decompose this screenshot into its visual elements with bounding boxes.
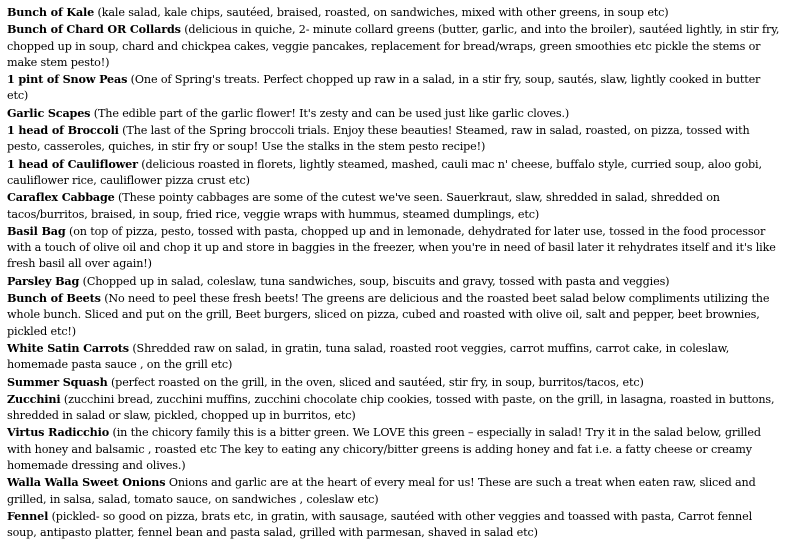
item-name: Walla Walla Sweet Onions <box>7 475 166 490</box>
item-name: Caraflex Cabbage <box>7 190 115 205</box>
item-name: Bunch of Beets <box>7 291 101 306</box>
list-item <box>7 189 783 223</box>
item-description: Onions and garlic are at the heart of every meal for us! These are such a treat when eaten raw, sliced and grilled, in salsa, salad, tomato sauce, on sandwiches , coleslaw etc) <box>7 476 756 506</box>
list-item <box>7 290 783 340</box>
item-name: Bunch of Chard OR Collards <box>7 22 181 37</box>
list-item <box>7 71 783 105</box>
item-name: 1 head of Broccoli <box>7 123 119 138</box>
item-description: (on top of pizza, pesto, tossed with pasta, chopped up and in lemonade, dehydrated for later use, tossed in the food processor with a touch of olive oil and chop it up and store in baggies in the freezer, when you're in need of basil later it rehydrates itself and it's like fresh basil all over again!) <box>7 224 776 271</box>
item-name: White Satin Carrots <box>7 340 129 355</box>
list-item <box>7 474 783 508</box>
item-name: Summer Squash <box>7 374 108 389</box>
list-item <box>7 374 783 391</box>
list-item <box>7 21 783 71</box>
list-item <box>7 223 783 273</box>
item-name: Virtus Radicchio <box>7 425 110 440</box>
item-name: Fennel <box>7 508 49 523</box>
item-description: (These pointy cabbages are some of the cutest we've seen. Sauerkraut, slaw, shredded in salad, shredded on tacos/burritos, braised, in soup, fried rice, veggie wraps with hummus, steamed dumplings, etc) <box>7 191 720 221</box>
list-item <box>7 508 783 542</box>
item-name: Basil Bag <box>7 223 66 238</box>
item-description: (The last of the Spring broccoli trials. Enjoy these beauties! Steamed, raw in salad, roasted, on pizza, tossed with pesto, casseroles, quiches, in stir fry or soup! Use the stalks in the stem pesto recipe!) <box>7 124 750 154</box>
list-item <box>7 105 783 122</box>
item-description: (The edible part of the garlic flower! It's zesty and can be used just like garlic cloves.) <box>93 106 570 120</box>
item-description: (delicious in quiche, 2- minute collard greens (butter, garlic, and into the broiler), sautéed lightly, in stir fry, chopped up in soup, chard and chickpea cakes, veggie pancakes, replacement for bread/wraps, green smoothies etc pickle the stems or make stem pesto!) <box>7 23 780 69</box>
list-item <box>7 273 783 290</box>
item-description: (pickled- so good on pizza, brats etc, in gratin, with sausage, sautéed with other veggies and toassed with pasta, Carrot fennel soup, antipasto platter, fennel bean and pasta salad, grilled with parmesan, shaved in salad etc) <box>7 509 753 540</box>
item-description: (No need to peel these fresh beets! The greens are delicious and the roasted beet salad below compliments utilizing the whole bunch. Sliced and put on the grill, Beet burgers, sliced on pizza, cubed and roasted with olive oil, salt and pepper, beet brownies, pickled etc!) <box>7 292 770 338</box>
item-description: (perfect roasted on the grill, in the oven, sliced and sautéed, stir fry, in soup, burritos/tacos, etc) <box>110 375 644 389</box>
item-description: (zucchini bread, zucchini muffins, zucchini chocolate chip cookies, tossed with paste, on the grill, in lasagna, roasted in buttons, shredded in salad or slaw, pickled, chopped up in burritos, etc) <box>7 392 775 423</box>
list-item <box>7 424 783 474</box>
item-name: 1 pint of Snow Peas <box>7 72 128 87</box>
list-item <box>7 122 783 156</box>
item-name: Garlic Scapes <box>7 105 91 120</box>
list-item <box>7 156 783 190</box>
list-item <box>7 391 783 425</box>
item-description: (kale salad, kale chips, sautéed, braised, roasted, on sandwiches, mixed with other greens, in soup etc) <box>97 6 669 19</box>
produce-list <box>7 4 783 542</box>
item-name: 1 head of Cauliflower <box>7 156 138 171</box>
item-name: Parsley Bag <box>7 273 80 288</box>
item-description: (delicious roasted in florets, lightly steamed, mashed, cauli mac n' cheese, buffalo style, curried soup, aloo gobi, cauliflower rice, cauliflower pizza crust etc) <box>7 157 762 187</box>
item-description: (Chopped up in salad, coleslaw, tuna sandwiches, soup, biscuits and gravy, tossed with pasta and veggies) <box>82 274 670 288</box>
item-name: Bunch of Kale <box>7 5 95 19</box>
list-item <box>7 4 783 21</box>
list-item <box>7 340 783 374</box>
item-name: Zucchini <box>7 391 61 406</box>
item-description: (Shredded raw on salad, in gratin, tuna salad, roasted root veggies, carrot muffins, carrot cake, in coleslaw, homemade pasta sauce , on the grill etc) <box>7 341 730 372</box>
item-description: (One of Spring's treats. Perfect chopped up raw in a salad, in a stir fry, soup, sautés, slaw, lightly cooked in butter etc) <box>7 73 761 103</box>
item-description: (in the chicory family this is a bitter green. We LOVE this green – especially in salad! Try it in the salad below, grilled with honey and balsamic , roasted etc The key to eating any chicory/bitter greens is adding honey and fat i.e. a fatty cheese or creamy homemade dressing and olives.) <box>7 426 761 473</box>
